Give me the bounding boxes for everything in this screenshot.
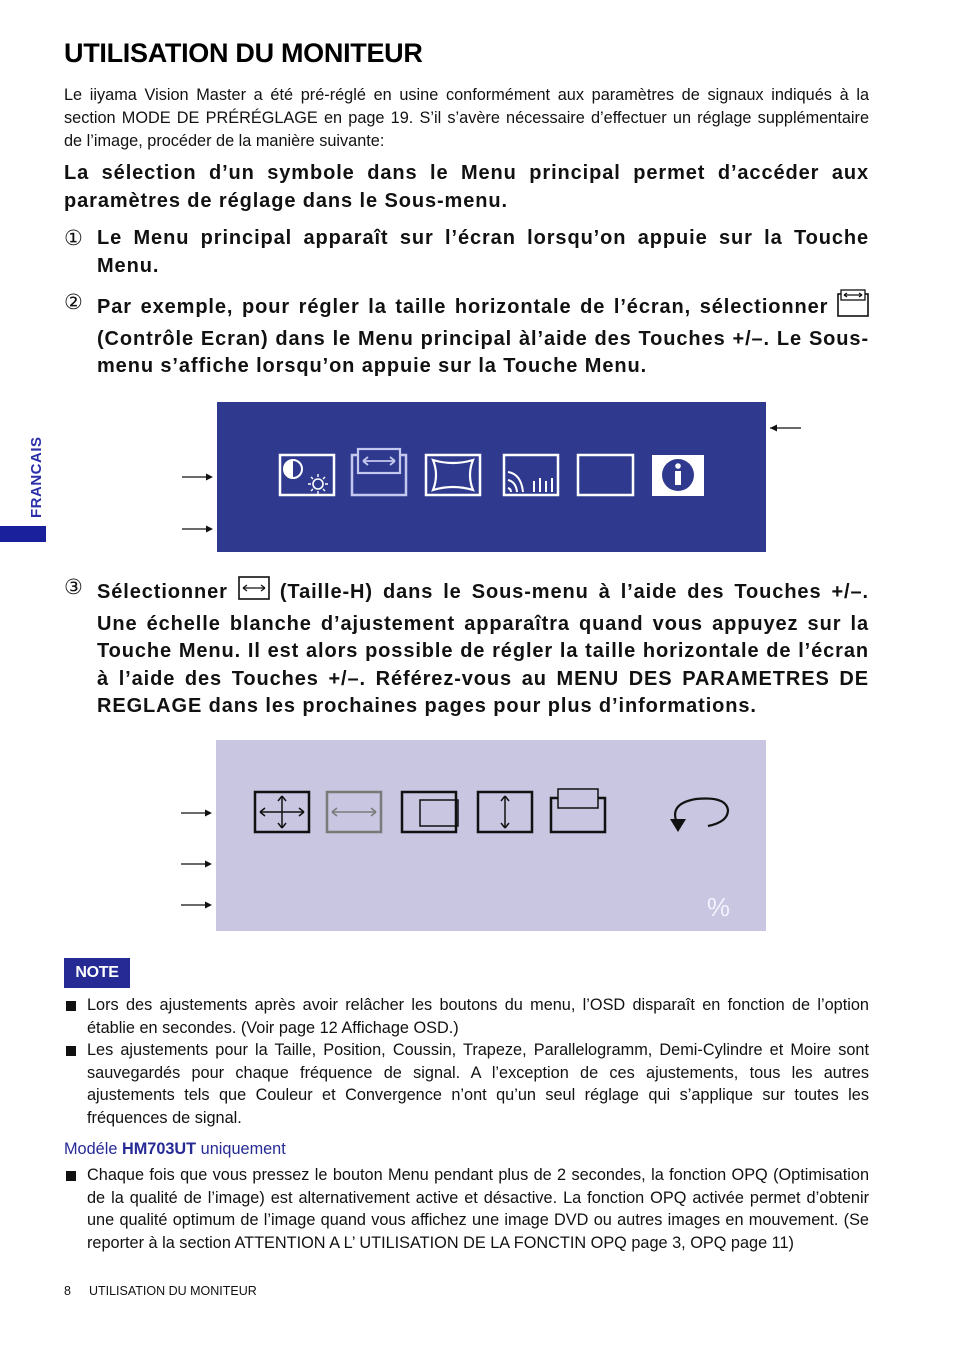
h-position-icon[interactable] (551, 789, 605, 832)
page-title: UTILISATION DU MONITEUR (64, 38, 423, 68)
note-item (64, 1039, 869, 1130)
model-note-item (64, 1164, 869, 1255)
step-text-part-a: Par exemple, pour régler la taille horizontale de l’écran, sélectionner (97, 296, 829, 318)
note-item-text: Lors des ajustements après avoir relâcher les boutons du menu, l’OSD disparaît en fonction de l’option établie en secondes. (Voir page 12 Affichage OSD.) (87, 996, 869, 1037)
contrast-brightness-icon[interactable] (280, 455, 334, 495)
model-prefix: Modéle (64, 1140, 118, 1158)
model-heading (64, 1140, 286, 1159)
lead-paragraph: La sélection d’un symbole dans le Menu principal permet d’accéder aux paramètres de réglage dans le Sous-menu. (64, 162, 869, 212)
arrow-right-indicator (181, 900, 213, 910)
step-1 (64, 225, 869, 280)
geometry-icon[interactable] (426, 455, 480, 495)
step-text-part-a: Sélectionner (97, 581, 228, 603)
step-text-part-b: (Contrôle Ecran) dans le Menu principal àl’aide des Touches +/–. Le Sous-menu s’affiche lorsqu’on appuie sur la Touche Menu. (97, 327, 869, 377)
arrow-right-indicator (182, 524, 214, 534)
bullet-icon (66, 1046, 76, 1056)
step-number: ① (64, 227, 83, 250)
blank-icon[interactable] (578, 455, 633, 495)
information-icon[interactable] (652, 455, 704, 496)
arrow-left-indicator (768, 423, 802, 433)
v-size-icon[interactable] (478, 792, 532, 832)
footer-label: UTILISATION DU MONITEUR (88, 1284, 257, 1298)
page-number: 8 (64, 1284, 71, 1298)
page-footer (64, 1284, 257, 1298)
step-2 (64, 289, 869, 381)
bullet-icon (66, 1001, 76, 1011)
screen-control-icon[interactable] (352, 449, 406, 495)
step-number: ② (64, 291, 83, 314)
intro-paragraph: Le iiyama Vision Master a été pré-réglé en usine conformément aux paramètres de signaux indiqués à la section MODE DE PRÉRÉGLAGE en page 19. S’il s’avère nécessaire d’effectuer un réglage supplémentaire de l’image, procéder de la manière suivante: (64, 86, 869, 150)
color-icon[interactable] (504, 455, 558, 495)
step-text: Le Menu principal apparaît sur l’écran lorsqu’on appuie sur la Touche Menu. (97, 227, 869, 277)
model-suffix: uniquement (200, 1140, 286, 1158)
size-icon[interactable] (255, 792, 309, 832)
arrow-right-indicator (181, 859, 213, 869)
arrow-right-indicator (182, 472, 214, 482)
step-3 (64, 574, 869, 721)
side-tab-bar (0, 526, 46, 542)
main-menu-osd (217, 402, 766, 552)
note-badge: NOTE (64, 958, 130, 988)
model-name: HM703UT (121, 1140, 197, 1158)
h-size-icon[interactable] (327, 792, 381, 832)
model-note-text: Chaque fois que vous pressez le bouton Menu pendant plus de 2 secondes, la fonction OPQ (Optimisation de la qualité de l’image) est alternativement active et désactive. La fonction OPQ activée permet d’obtenir une qualité optimum de l’image quand vous affichez une image DVD ou autres images en mouvement. (Se reporter à la section ATTENTION A L’ UTILISATION DE LA FONCTIN OPQ page 3, OPQ page 11) (87, 1166, 869, 1253)
h-size-icon (238, 574, 270, 611)
note-item (64, 994, 869, 1039)
bullet-icon (66, 1171, 76, 1181)
step-text-part-b: (Taille-H) dans le Sous-menu à l’aide des Touches +/–. Une échelle blanche d’ajustement apparaîtra quand vous appuyez sur la Touche Menu. Il est alors possible de régler la taille horizontale de l’écran à l’aide des Touches +/–. Référez-vous au MENU DES PARAMETRES DE REGLAGE dans les prochaines pages pour plus d’informations. (97, 581, 869, 717)
language-label: FRANCAIS (28, 436, 45, 518)
screen-control-icon (837, 289, 869, 326)
note-item-text: Les ajustements pour la Taille, Position, Coussin, Trapeze, Parallelogramm, Demi-Cylindre et Moire sont sauvegardés pour chaque fréquence de signal. A l’exception de ces ajustements, tous les autres ajustements tels que Couleur et Convergence n’ont qu’un seul réglage qui s’applique sur toutes les fréquences de signal. (87, 1041, 869, 1128)
step-number: ③ (64, 576, 83, 599)
position-icon[interactable] (402, 792, 458, 832)
sub-menu-osd (216, 740, 766, 931)
step-text (97, 289, 869, 381)
reset-icon[interactable] (670, 798, 728, 832)
unit-label: % (706, 892, 730, 922)
arrow-right-indicator (181, 808, 213, 818)
step-text (97, 574, 869, 721)
